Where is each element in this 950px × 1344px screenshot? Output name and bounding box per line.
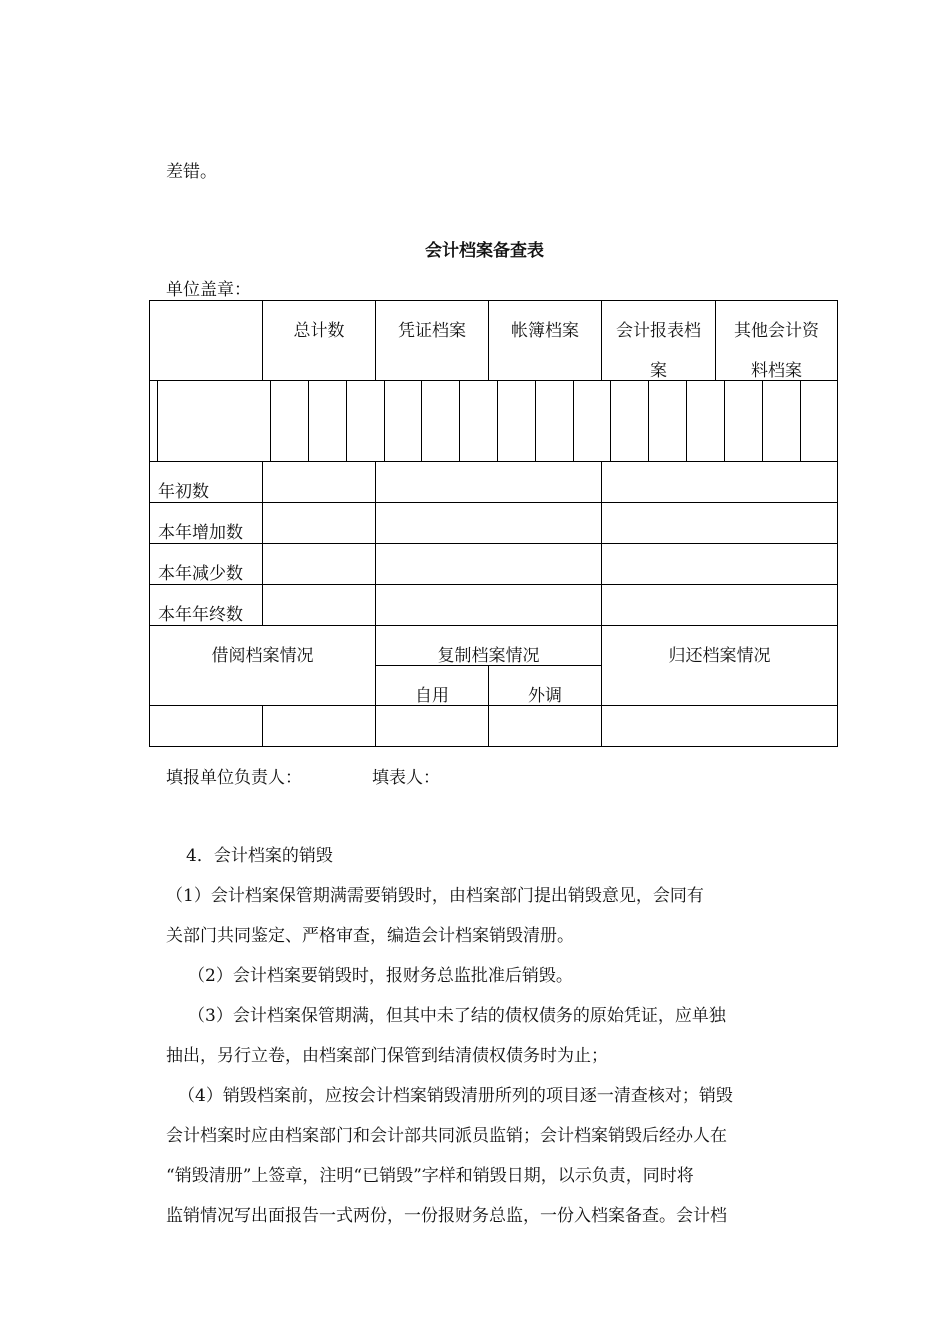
paragraph-4-line-2: 会计档案时应由档案部门和会计部共同派员监销；会计档案销毁后经办人在	[166, 1126, 727, 1146]
row-label-begin: 年初数	[158, 482, 209, 502]
paragraph-1-line-2: 关部门共同鉴定、严格审查，编造会计档案销毁清册。	[166, 926, 574, 946]
header-other-line1: 其他会计资	[734, 321, 819, 341]
top-fragment: 差错。	[166, 162, 217, 182]
paragraph-2: （2）会计档案要销毁时，报财务总监批准后销毁。	[188, 966, 573, 986]
lend-archives-label: 借阅档案情况	[211, 646, 314, 666]
paragraph-4-line-4: 监销情况写出面报告一式两份，一份报财务总监，一份入档案备查。会计档	[166, 1206, 727, 1226]
row-label-end: 本年年终数	[158, 605, 243, 625]
copy-archives-label: 复制档案情况	[437, 646, 540, 666]
self-use-label: 自用	[415, 686, 449, 706]
external-label: 外调	[528, 686, 562, 706]
table-title: 会计档案备查表	[425, 241, 544, 261]
row-label-decrease: 本年减少数	[158, 564, 243, 584]
row-label-increase: 本年增加数	[158, 523, 243, 543]
unit-head-label: 填报单位负责人：	[166, 768, 302, 788]
paragraph-4-line-1: （4）销毁档案前，应按会计档案销毁清册所列的项目逐一清查核对；销毁	[178, 1086, 733, 1106]
header-total: 总计数	[293, 321, 345, 341]
return-archives-label: 归还档案情况	[668, 646, 771, 666]
header-voucher: 凭证档案	[398, 321, 466, 341]
unit-seal-label: 单位盖章：	[166, 280, 251, 300]
header-other-line2: 料档案	[751, 361, 802, 381]
header-report-line1: 会计报表档	[616, 321, 701, 341]
paragraph-3-line-1: （3）会计档案保管期满，但其中未了结的债权债务的原始凭证，应单独	[188, 1006, 726, 1026]
paragraph-1-line-1: （1）会计档案保管期满需要销毁时，由档案部门提出销毁意见，会同有	[166, 886, 704, 906]
filler-label: 填表人：	[372, 768, 440, 788]
header-report-line2: 案	[650, 361, 667, 381]
paragraph-4-line-3: “销毁清册”上签章，注明“已销毁”字样和销毁日期，以示负责，同时将	[166, 1166, 694, 1186]
header-ledger: 帐簿档案	[511, 321, 579, 341]
section-heading: 4．会计档案的销毁	[186, 846, 333, 866]
paragraph-3-line-2: 抽出，另行立卷，由档案部门保管到结清债权债务时为止；	[166, 1046, 608, 1066]
